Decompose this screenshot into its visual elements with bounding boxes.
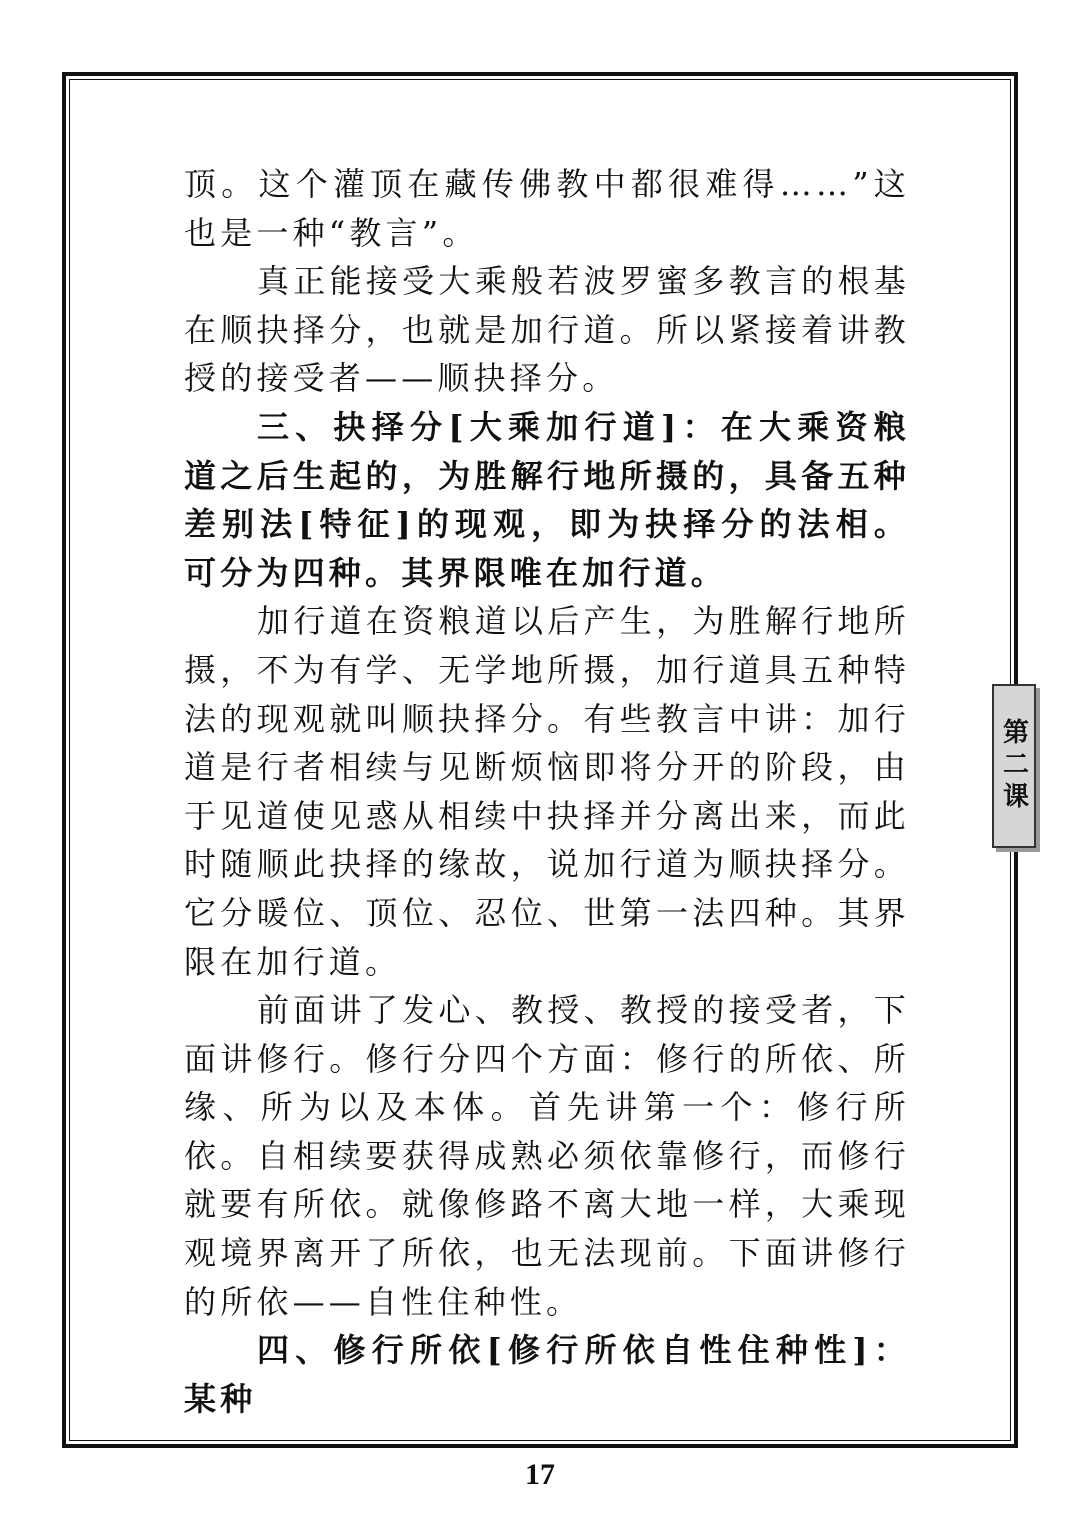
text-body [184, 160, 910, 1423]
paragraph: 前面讲了发心、教授、教授的接受者，下面讲修行。修行分四个方面：修行的所依、所缘、所为以及本体。首先讲第一个：修行所依。自相续要获得成熟必须依靠修行，而修行就要有所依。就像修路不离大地一样，大乘现观境界离开了所依，也无法现前。下面讲修行的所依——自性住种性。 [184, 991, 910, 1321]
chapter-side-tab-label: 第二课 [998, 718, 1029, 814]
chapter-side-tab [992, 684, 1036, 848]
page-number: 17 [525, 1458, 555, 1491]
paragraph: 加行道在资粮道以后产生，为胜解行地所摄，不为有学、无学地所摄，加行道具五种特法的现观就叫顺抉择分。有些教言中讲：加行道是行者相续与见断烦恼即将分开的阶段，由于见道使见惑从相续中抉择并分离出来，而此时随顺此抉择的缘故，说加行道为顺抉择分。它分暖位、顶位、忍位、世第一法四种。其界限在加行道。 [184, 602, 910, 981]
paragraph: 顶。这个灌顶在藏传佛教中都很难得……”这也是一种“教言”。 [184, 165, 910, 252]
section-heading-paragraph: 四、修行所依[修行所依自性住种性]：某种 [184, 1331, 910, 1418]
section-heading-paragraph: 三、抉择分[大乘加行道]：在大乘资粮道之后生起的，为胜解行地所摄的，具备五种差别法[特征]的现观，即为抉择分的法相。可分为四种。其界限唯在加行道。 [184, 407, 910, 592]
paragraph: 真正能接受大乘般若波罗蜜多教言的根基在顺抉择分，也就是加行道。所以紧接着讲教授的接受者——顺抉择分。 [184, 262, 910, 398]
